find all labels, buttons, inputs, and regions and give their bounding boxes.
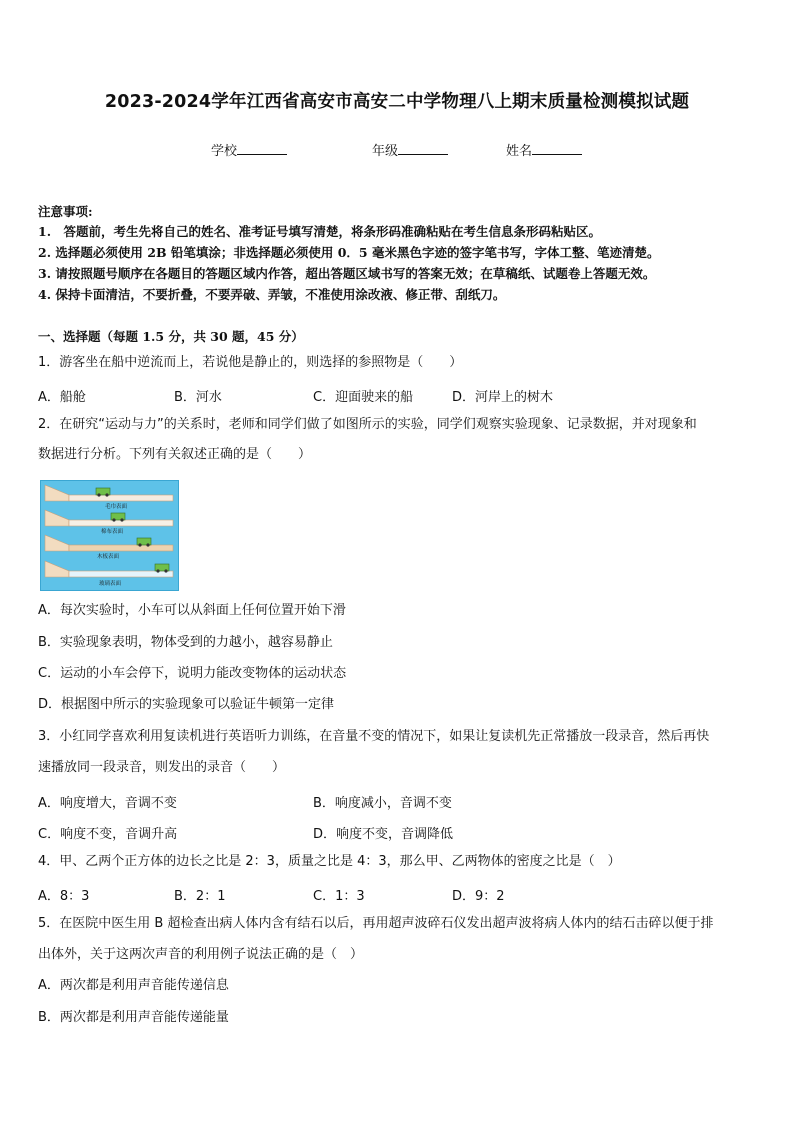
friction-experiment-figure	[40, 480, 179, 591]
name-label: 姓名	[506, 144, 533, 159]
q1-option-a: A．船舱	[38, 390, 86, 405]
section-heading: 一、选择题（每题 1.5 分，共 30 题，45 分）	[38, 329, 304, 344]
q1-option-b: B．河水	[174, 390, 222, 405]
q4-option-a: A．8：3	[38, 889, 90, 904]
note-item: 1. 答题前，考生先将自己的姓名、准考证号填写清楚，将条形码准确粘贴在考生信息条形码粘贴区。	[38, 224, 602, 239]
q3-option-c: C．响度不变，音调升高	[38, 827, 178, 842]
note-item: 3. 请按照题号顺序在各题目的答题区域内作答，超出答题区域书写的答案无效；在草稿纸、试题卷上答题无效。	[38, 266, 656, 281]
name-blank	[532, 142, 582, 155]
q2-stem-line1: 2．在研究“运动与力”的关系时，老师和同学们做了如图所示的实验，同学们观察实验现象、记录数据，并对现象和	[38, 417, 697, 432]
name-field	[506, 140, 582, 159]
q5-stem-line2: 出体外，关于这两次声音的利用例子说法正确的是（ ）	[38, 947, 364, 962]
q1-option-c: C．迎面驶来的船	[313, 390, 414, 405]
surface-label-glass: 玻璃表面	[99, 581, 122, 587]
note-item: 4. 保持卡面清洁，不要折叠，不要弄破、弄皱，不准使用涂改液、修正带、刮纸刀。	[38, 287, 506, 302]
q1-stem: 1．游客坐在船中逆流而上，若说他是静止的，则选择的参照物是（ ）	[38, 355, 463, 370]
q3-option-b: B．响度减小，音调不变	[313, 796, 452, 811]
surface-label-towel: 毛巾表面	[105, 504, 128, 510]
q4-option-b: B．2：1	[174, 889, 226, 904]
note-item: 2. 选择题必须使用 2B 铅笔填涂；非选择题必须使用 0．5 毫米黑色字迹的签字笔书写，字体工整、笔迹清楚。	[38, 245, 660, 260]
page-title: 2023-2024学年江西省高安市高安二中学物理八上期末质量检测模拟试题	[104, 92, 690, 112]
school-label: 学校	[211, 144, 238, 159]
q3-option-a: A．响度增大，音调不变	[38, 796, 177, 811]
q1-option-d: D．河岸上的树木	[452, 390, 554, 405]
q3-option-d: D．响度不变，音调降低	[313, 827, 454, 842]
q2-option-b: B．实验现象表明，物体受到的力越小，越容易静止	[38, 635, 333, 650]
notes-heading: 注意事项:	[38, 204, 93, 219]
q2-option-c: C．运动的小车会停下，说明力能改变物体的运动状态	[38, 666, 347, 681]
surface-label-cotton: 棉布表面	[101, 529, 124, 535]
q5-stem-line1: 5．在医院中医生用 B 超检查出病人体内含有结石以后，再用超声波碎石仪发出超声波将病人体内的结石击碎以便于排	[38, 916, 714, 931]
q4-stem: 4．甲、乙两个正方体的边长之比是 2：3，质量之比是 4：3，那么甲、乙两物体的密度之比是（ ）	[38, 854, 621, 869]
school-blank	[237, 142, 287, 155]
q3-stem-line1: 3．小红同学喜欢利用复读机进行英语听力训练，在音量不变的情况下，如果让复读机先正常播放一段录音，然后再快	[38, 729, 710, 744]
grade-field	[372, 140, 448, 159]
q2-option-a: A．每次实验时，小车可以从斜面上任何位置开始下滑	[38, 603, 346, 618]
grade-label: 年级	[372, 144, 399, 159]
school-field	[211, 140, 287, 159]
q3-stem-line2: 速播放同一段录音，则发出的录音（ ）	[38, 760, 286, 775]
q5-option-a: A．两次都是利用声音能传递信息	[38, 978, 229, 993]
q2-stem-line2: 数据进行分析。下列有关叙述正确的是（ ）	[38, 447, 312, 462]
ramp-illustration	[41, 481, 178, 590]
q2-option-d: D．根据图中所示的实验现象可以验证牛顿第一定律	[38, 697, 335, 712]
q4-option-c: C．1：3	[313, 889, 365, 904]
q5-option-b: B．两次都是利用声音能传递能量	[38, 1010, 229, 1025]
surface-label-wood: 木板表面	[97, 554, 120, 560]
q4-option-d: D．9：2	[452, 889, 505, 904]
grade-blank	[398, 142, 448, 155]
